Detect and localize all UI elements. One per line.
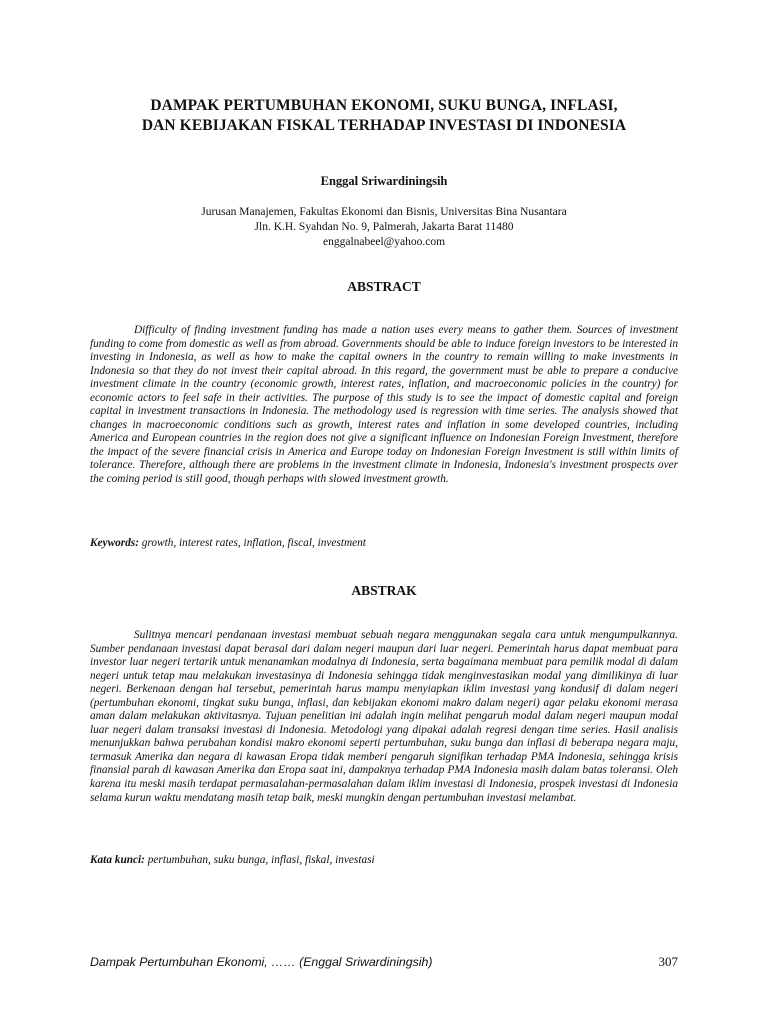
keywords-text: growth, interest rates, inflation, fiscal, investment xyxy=(141,537,366,549)
abstrak-body: Sulitnya mencari pendanaan investasi membuat sebuah negara menggunakan segala cara untuk mengumpulkannya. Sumber pendanaan investasi dapat berasal dari dalam negeri maupun dari luar negeri. Pemerintah harus dapat membuat para investor luar negeri tertarik untuk menanamkan modalnya di Indonesia, serta bagaimana membuat para pemilik modal di dalam negeri untuk tetap mau melakukan investasinya di Indonesia sehingga tidak menginvestasikan modal yang dimilikinya di luar negeri. Berkenaan dengan hal tersebut, pemerintah harus mampu menyiapkan iklim investasi yang kondusif di dalam negeri (pertumbuhan ekonomi, tingkat suku bunga, inflasi, dan kebijakan ekonomi makro dalam negeri) agar pelaku ekonomi merasa aman dalam melakukan aktivitasnya. Tujuan penelitian ini adalah ingin melihat pengaruh modal dalam negeri maupun modal luar negeri dalam transaksi investasi di Indonesia. Metodologi yang dipakai adalah regresi dengan time series. Hasil analisis menunjukkan bahwa perubahan kondisi makro ekonomi seperti pertumbuhan, suku bunga dan inflasi di beberapa negara maju, termasuk Amerika dan negara di kawasan Eropa tidak memberi pengaruh signifikan terhadap PMA Indonesia, sehingga krisis finansial parah di kawasan Amerika dan Eropa saat ini, dampaknya terhadap PMA Indonesia masih dalam batas toleransi. Oleh karena itu meski masih terdapat permasalahan-permasalahan dalam iklim investasi di Indonesia, prospek investasi di Indonesia selama kurun waktu mendatang masih tetap baik, meski mungkin dengan pertumbuhan investasi melambat. xyxy=(90,629,678,804)
affiliation-line-2: Jln. K.H. Syahdan No. 9, Palmerah, Jakarta Barat 11480 xyxy=(254,221,514,233)
author-affiliation xyxy=(60,205,708,250)
kata-kunci-label: Kata kunci: xyxy=(90,854,145,866)
title-line-1: DAMPAK PERTUMBUHAN EKONOMI, SUKU BUNGA, INFLASI, xyxy=(150,97,618,114)
page-number: 307 xyxy=(658,954,678,969)
running-footer-title: Dampak Pertumbuhan Ekonomi, …… (Enggal Sriwardiningsih) xyxy=(90,955,433,969)
kata-kunci-text: pertumbuhan, suku bunga, inflasi, fiskal, investasi xyxy=(147,854,375,866)
kata-kunci-line xyxy=(90,854,678,866)
title-line-2: DAN KEBIJAKAN FISKAL TERHADAP INVESTASI DI INDONESIA xyxy=(141,117,627,134)
author-email: enggalnabeel@yahoo.com xyxy=(322,236,446,248)
keywords-label: Keywords: xyxy=(90,537,139,549)
paper-title xyxy=(60,96,708,136)
affiliation-line-1: Jurusan Manajemen, Fakultas Ekonomi dan Bisnis, Universitas Bina Nusantara xyxy=(201,206,567,218)
author-name: Enggal Sriwardiningsih xyxy=(320,174,448,188)
abstract-body: Difficulty of finding investment funding has made a nation uses every means to gather them. Sources of investment funding to come from domestic as well as from abroad. Governments should be able to induce foreign investors to be interested in investing in Indonesia, as well as how to make the capital owners in the country to remain willing to make investments in Indonesia so that they do not invest their capital abroad. In this regard, the government must be able to prepare a conducive investment climate in the country (economic growth, interest rates, inflation, and macroeconomic policies in the country) for economic actors to feel safe in their activities. The purpose of this study is to see the impact of domestic capital and foreign capital in investment transactions in Indonesia. The methodology used is regression with time series. The analysis showed that changes in macroeconomic conditions such as growth, interest rates and inflation in some developed countries, including America and European countries in the region does not give a significant influence on Indonesian Foreign Investment, therefore the impact of the severe financial crisis in America and Europe today on Indonesian Foreign Investment is still within limits of tolerance. Therefore, although there are problems in the investment climate in Indonesia, Indonesia's investment prospects over the coming period is still good, though perhaps with slowed investment growth. xyxy=(90,324,678,486)
abstract-heading: ABSTRACT xyxy=(347,279,421,294)
keywords-line xyxy=(90,537,678,549)
abstrak-heading: ABSTRAK xyxy=(351,583,417,598)
